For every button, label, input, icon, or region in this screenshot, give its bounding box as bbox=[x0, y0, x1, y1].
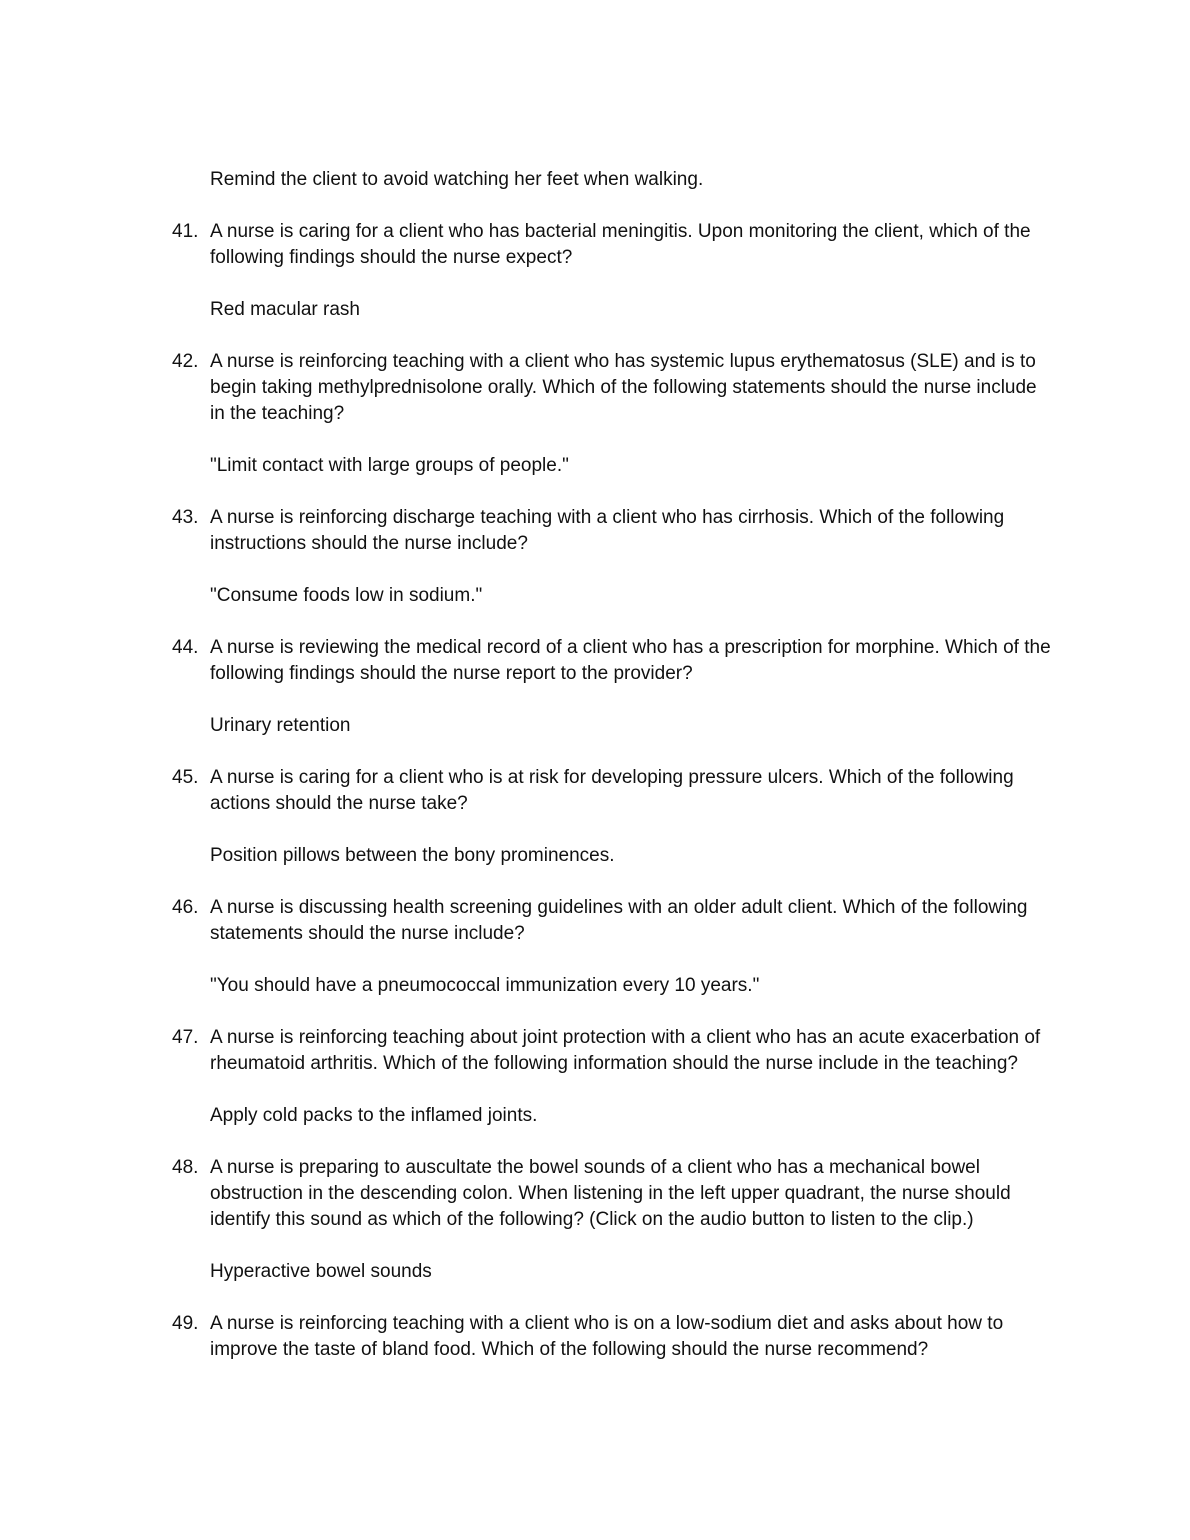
question-item-48 bbox=[172, 1155, 1052, 1233]
question-number: 42. bbox=[172, 351, 199, 372]
question-text: A nurse is reinforcing teaching about joint protection with a client who has an acute exacerbation of rheumatoid arthritis. Which of the following information should the nurse include in the teaching? bbox=[210, 1027, 1041, 1074]
question-number: 44. bbox=[172, 637, 199, 658]
question-text: A nurse is caring for a client who is at risk for developing pressure ulcers. Which of the following actions should the nurse take? bbox=[210, 767, 1014, 814]
answer-text: "Limit contact with large groups of people." bbox=[210, 455, 569, 476]
question-text: A nurse is discussing health screening guidelines with an older adult client. Which of the following statements should the nurse include? bbox=[210, 897, 1028, 944]
question-number: 46. bbox=[172, 897, 199, 918]
answer-text: "Consume foods low in sodium." bbox=[210, 585, 483, 606]
question-number: 49. bbox=[172, 1313, 199, 1334]
question-item-49 bbox=[172, 1311, 1052, 1363]
answer-text: Urinary retention bbox=[210, 715, 351, 736]
question-item-44 bbox=[172, 635, 1052, 687]
answer-text: Position pillows between the bony prominences. bbox=[210, 845, 615, 866]
question-text: A nurse is reinforcing teaching with a client who is on a low-sodium diet and asks about how to improve the taste of bland food. Which of the following should the nurse recommend? bbox=[210, 1313, 1004, 1360]
question-item-47 bbox=[172, 1025, 1052, 1077]
question-item-46 bbox=[172, 895, 1052, 947]
question-text: A nurse is reviewing the medical record of a client who has a prescription for morphine. Which of the following findings should the nurse report to the provider? bbox=[210, 637, 1051, 684]
answer-text: Hyperactive bowel sounds bbox=[210, 1261, 432, 1282]
document-content bbox=[172, 167, 1052, 1389]
question-number: 43. bbox=[172, 507, 199, 528]
question-number: 45. bbox=[172, 767, 199, 788]
answer-text: Apply cold packs to the inflamed joints. bbox=[210, 1105, 538, 1126]
question-number: 48. bbox=[172, 1157, 199, 1178]
question-text: A nurse is preparing to auscultate the bowel sounds of a client who has a mechanical bowel obstruction in the descending colon. When listening in the left upper quadrant, the nurse should identify this sound as which of the following? (Click on the audio button to listen to the clip.) bbox=[210, 1157, 1011, 1230]
question-text: A nurse is reinforcing discharge teaching with a client who has cirrhosis. Which of the following instructions should the nurse include? bbox=[210, 507, 1005, 554]
question-item-43 bbox=[172, 505, 1052, 557]
question-item-41 bbox=[172, 219, 1052, 271]
question-item-42 bbox=[172, 349, 1052, 427]
question-text: A nurse is caring for a client who has bacterial meningitis. Upon monitoring the client, which of the following findings should the nurse expect? bbox=[210, 221, 1031, 268]
answer-text: "You should have a pneumococcal immunization every 10 years." bbox=[210, 975, 760, 996]
answer-text: Red macular rash bbox=[210, 299, 360, 320]
question-item-45 bbox=[172, 765, 1052, 817]
question-text: A nurse is reinforcing teaching with a client who has systemic lupus erythematosus (SLE) and is to begin taking methylprednisolone orally. Which of the following statements should the nurse include in the teaching? bbox=[210, 351, 1037, 424]
question-number: 47. bbox=[172, 1027, 199, 1048]
answer-text: Remind the client to avoid watching her feet when walking. bbox=[210, 169, 704, 190]
question-number: 41. bbox=[172, 221, 199, 242]
